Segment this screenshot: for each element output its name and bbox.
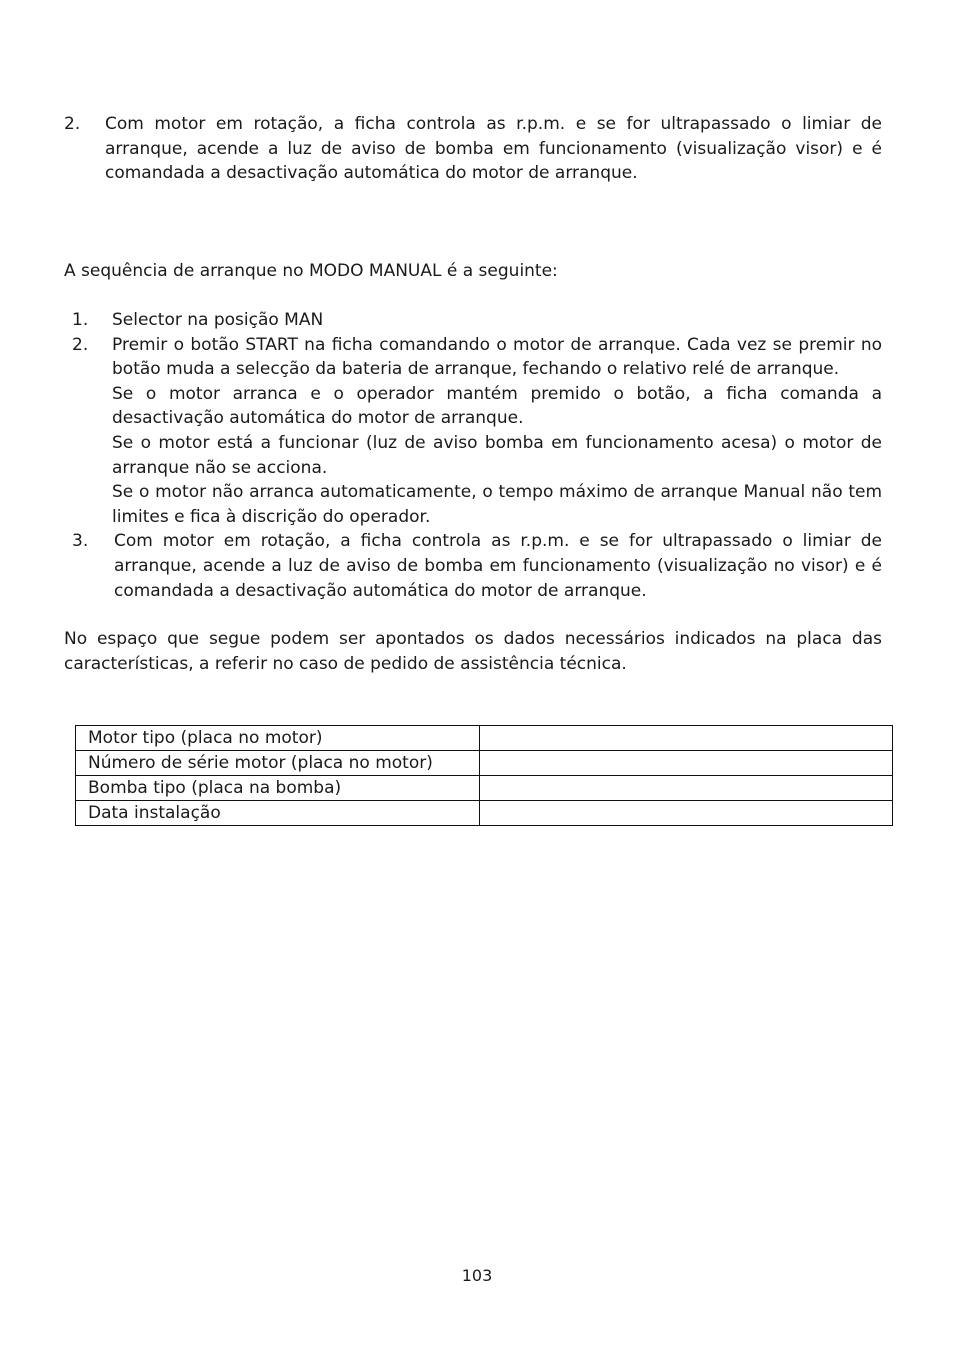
table-row xyxy=(76,726,893,751)
list-text: Com motor em rotação, a ficha controla as r.p.m. e se for ultrapassado o limiar de arranque, acende a luz de aviso de bomba em funcionamento (visualização visor) e é comandada a desactivação automática do motor de arranque. xyxy=(105,114,882,184)
nameplate-data-table xyxy=(75,725,893,826)
list-text: Se o motor não arranca automaticamente, o tempo máximo de arranque Manual não tem limites e fica à discrição do operador. xyxy=(112,482,882,527)
table-label-cell: Motor tipo (placa no motor) xyxy=(76,726,480,751)
list-number: 3. xyxy=(72,531,89,552)
data-note-paragraph: No espaço que segue podem ser apontados os dados necessários indicados na placa das características, a referir no caso de pedido de assistência técnica. xyxy=(64,629,882,674)
table-label-cell: Número de série motor (placa no motor) xyxy=(76,751,480,776)
manual-mode-intro: A sequência de arranque no MODO MANUAL é a seguinte: xyxy=(64,261,558,281)
list-text: Se o motor está a funcionar (luz de aviso bomba em funcionamento acesa) o motor de arranque não se acciona. xyxy=(112,432,882,478)
table-value-cell[interactable] xyxy=(480,751,893,776)
table-value-cell[interactable] xyxy=(480,726,893,751)
table-row xyxy=(76,776,893,801)
table-value-cell[interactable] xyxy=(480,776,893,801)
table-label-cell: Bomba tipo (placa na bomba) xyxy=(76,776,480,801)
automatic-step-2 xyxy=(64,112,882,186)
list-number: 1. xyxy=(72,310,89,330)
list-text: Selector na posição MAN xyxy=(112,310,324,330)
list-item xyxy=(64,112,882,186)
manual-steps-list xyxy=(64,308,882,603)
list-number: 2. xyxy=(64,114,81,134)
list-text: Com motor em rotação, a ficha controla as r.p.m. e se for ultrapassado o limiar de arranque, acende a luz de aviso de bomba em funcionamento (visualização no visor) e é comandada a desactivação automática do motor de arranque. xyxy=(114,531,882,601)
page-number: 103 xyxy=(461,1266,493,1285)
list-item xyxy=(64,333,882,530)
list-item xyxy=(64,529,882,603)
table-value-cell[interactable] xyxy=(480,801,893,826)
list-text: Premir o botão START na ficha comandando o motor de arranque. Cada vez se premir no botão muda a selecção da bateria de arranque, fechando o relativo relé de arranque. xyxy=(112,334,882,380)
list-number: 2. xyxy=(72,334,89,355)
table-label-cell: Data instalação xyxy=(76,801,480,826)
table-row xyxy=(76,751,893,776)
list-text: Se o motor arranca e o operador mantém premido o botão, a ficha comanda a desactivação automática do motor de arranque. xyxy=(112,383,882,429)
table-row xyxy=(76,801,893,826)
list-item xyxy=(64,308,882,333)
